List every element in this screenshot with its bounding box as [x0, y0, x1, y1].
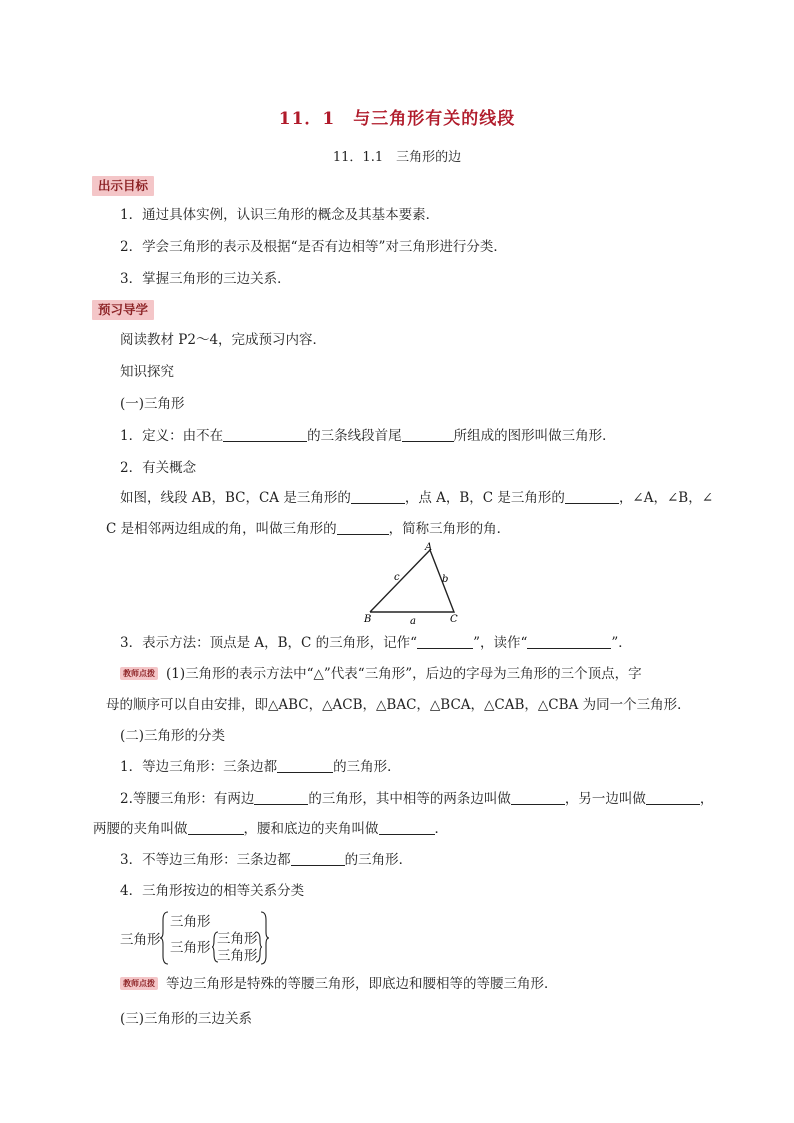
blank-def-2[interactable] [402, 427, 454, 442]
concept-heading: 2．有关概念 [120, 460, 197, 476]
blank-interior-angle[interactable] [337, 520, 389, 535]
part2-heading: (二)三角形的分类 [120, 728, 226, 744]
side-label-b: b [442, 574, 449, 585]
concept-line-2 [106, 520, 510, 538]
blank-iso-equal[interactable] [254, 790, 308, 805]
blank-reading[interactable] [527, 634, 611, 649]
tree-root-label: 三角形 [120, 932, 161, 948]
rep-text-b: ”，读作“ [473, 635, 528, 651]
iso-text-d: ， [699, 791, 714, 807]
def-text-b: 的三条线段首尾 [307, 428, 402, 444]
tip1-line-1 [120, 665, 642, 683]
concept-text-b: ，点 A，B，C 是三角形的 [404, 490, 565, 506]
section-tag-goals: 出示目标 [92, 176, 154, 196]
tree-isosceles-label: 三角形 [170, 940, 211, 956]
blank-vertex-angle[interactable] [188, 820, 244, 835]
preview-read: 阅读教材 P2～4，完成预习内容． [120, 332, 327, 348]
triangle-figure [362, 542, 466, 624]
blank-def-1[interactable] [223, 427, 307, 442]
def-text-c: 所组成的图形叫做三角形． [453, 428, 616, 444]
outer-brace [160, 912, 168, 964]
iso-text-a: 2.等腰三角形：有两边 [120, 791, 255, 807]
concept-text-a: 如图，线段 AB，BC，CA 是三角形的 [120, 490, 351, 506]
vertex-label-c: C [450, 614, 458, 624]
eq-text-b: 的三角形． [333, 759, 401, 775]
tree-scalene-label: 三角形 [170, 914, 211, 930]
teacher-tip-badge-2: 教师点拨 [120, 977, 158, 990]
iso-text-e: 两腰的夹角叫做 [93, 821, 188, 837]
side-label-c: c [394, 572, 400, 583]
definition-line [120, 427, 616, 445]
teacher-tip-badge: 教师点拨 [120, 667, 158, 680]
equilateral-line [120, 758, 401, 776]
concept-text-c: ，∠A，∠B，∠ [618, 490, 714, 506]
concept-text-d: C 是相邻两边组成的角，叫做三角形的 [106, 521, 337, 537]
def-text-a: 1．定义：由不在 [120, 428, 224, 444]
tip1-text-a: (1)三角形的表示方法中“△”代表“三角形”，后边的字母为三角形的三个顶点，字 [166, 666, 642, 682]
sc-text-b: 的三角形． [344, 852, 413, 868]
tip2-text: 等边三角形是特殊的等腰三角形，即底边和腰相等的等腰三角形． [166, 976, 558, 992]
goal-item-2: 2．学会三角形的表示及根据“是否有边相等”对三角形进行分类． [120, 239, 507, 255]
vertex-label-a: A [425, 542, 433, 553]
rep-text-c: ”． [611, 635, 632, 651]
scalene-line [120, 851, 412, 869]
blank-vertex[interactable] [565, 489, 619, 504]
isosceles-line-2 [93, 820, 448, 838]
iso-text-c: ，另一边叫做 [564, 791, 646, 807]
goal-item-3: 3．掌握三角形的三边关系． [120, 271, 291, 287]
vertex-label-b: B [364, 614, 372, 624]
blank-iso-leg[interactable] [511, 790, 565, 805]
blank-base-angle[interactable] [379, 820, 435, 835]
preview-explore: 知识探究 [120, 364, 174, 380]
blank-side[interactable] [351, 489, 405, 504]
iso-text-f: ，腰和底边的夹角叫做 [243, 821, 379, 837]
part1-heading: (一)三角形 [120, 396, 185, 412]
section-tag-preview: 预习导学 [92, 300, 154, 320]
tip2-line [120, 975, 558, 993]
iso-text-b: 的三角形，其中相等的两条边叫做 [308, 791, 511, 807]
blank-iso-base[interactable] [646, 790, 700, 805]
tree-sub-label-1: 三角形 [217, 931, 258, 947]
rep-text-a: 3．表示方法：顶点是 A，B，C 的三角形，记作“ [120, 635, 418, 651]
sc-text-a: 3．不等边三角形：三条边都 [120, 852, 291, 868]
isosceles-line-1 [120, 790, 713, 808]
concept-text-e: ，简称三角形的角． [388, 521, 511, 537]
blank-scalene[interactable] [291, 851, 345, 866]
tip1-line-2: 母的顺序可以自由安排，即△ABC，△ACB，△BAC，△BCA，△CAB，△CBA 为同一个三角形． [106, 697, 691, 713]
tree-sub-label-2: 三角形 [217, 948, 258, 964]
eq-text-a: 1．等边三角形：三条边都 [120, 759, 278, 775]
side-label-a: a [410, 616, 416, 624]
page-title: 11．1 与三角形有关的线段 [278, 109, 516, 129]
blank-equilateral[interactable] [277, 758, 333, 773]
part3-heading: (三)三角形的三边关系 [120, 1011, 253, 1027]
blank-notation[interactable] [417, 634, 473, 649]
outer-brace-right [261, 912, 269, 964]
concept-line-1 [120, 489, 713, 507]
page-subtitle: 11．1.1 三角形的边 [332, 150, 462, 165]
goal-item-1: 1．通过具体实例，认识三角形的概念及其基本要素． [120, 207, 440, 223]
representation-line [120, 634, 632, 652]
classification-heading: 4．三角形按边的相等关系分类 [120, 883, 305, 899]
iso-text-g: ． [434, 821, 448, 837]
